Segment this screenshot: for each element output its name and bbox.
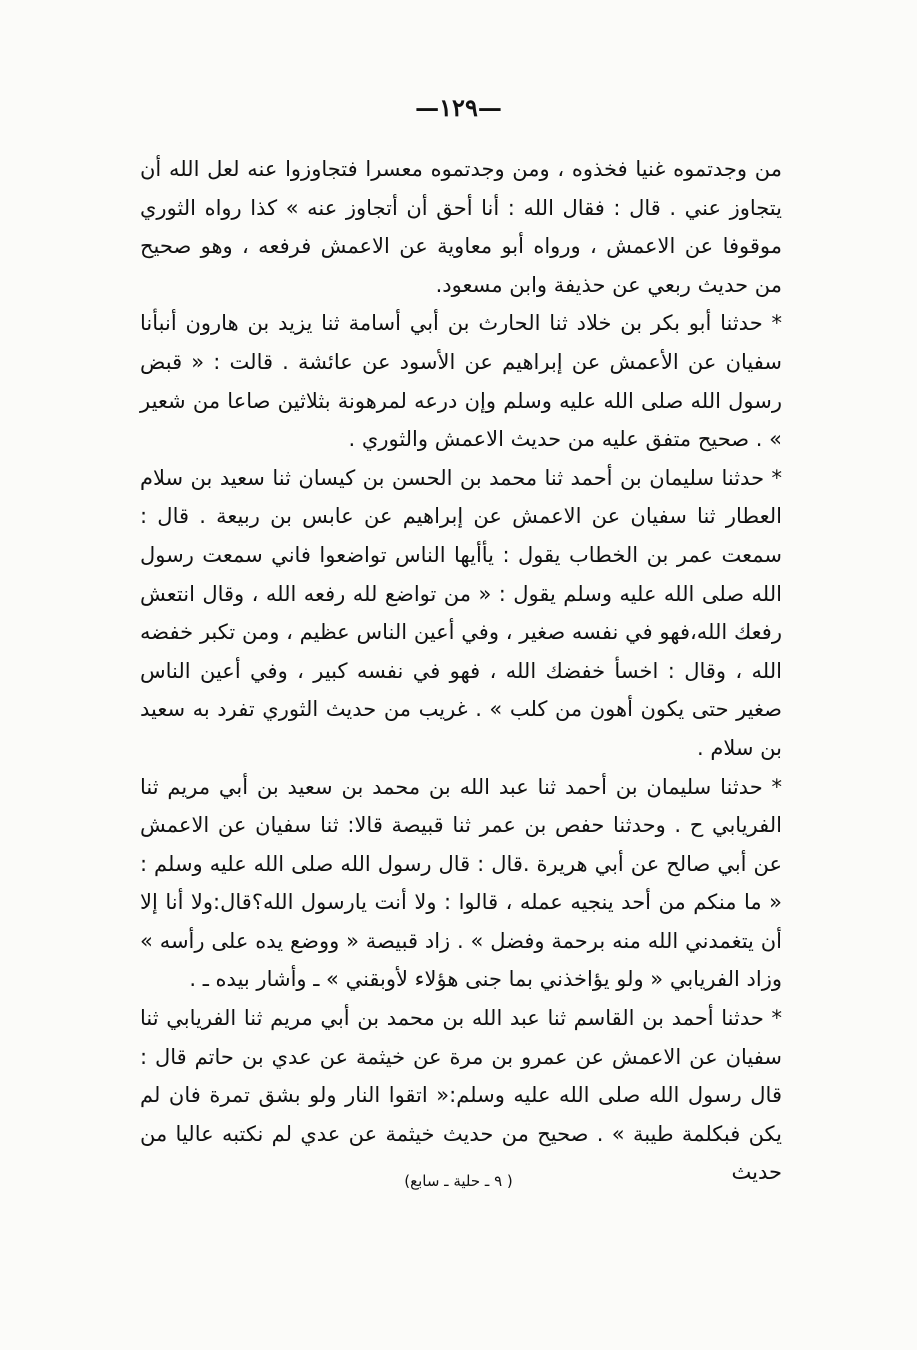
body-text [140,150,782,1192]
paragraph: * حدثنا أحمد بن القاسم ثنا عبد الله بن محمد بن أبي مريم ثنا الفريابي ثنا سفيان عن الاعمش عن عمرو بن مرة عن خيثمة عن عدي بن حاتم قال : قال رسول الله صلى الله عليه وسلم:« اتقوا النار ولو بشق تمرة فان لم يكن فبكلمة طيبة » . صحيح من حديث خيثمة عن عدي لم نكتبه عاليا من حديث [140,1006,782,1185]
paragraph: * حدثنا أبو بكر بن خلاد ثنا الحارث بن أبي أسامة ثنا يزيد بن هارون أنبأنا سفيان عن الأعمش عن إبراهيم عن الأسود عن عائشة . قالت : « قبض رسول الله صلى الله عليه وسلم وإن درعه لمرهونة بثلاثين صاعا من شعير » . صحيح متفق عليه من حديث الاعمش والثوري . [140,311,782,452]
signature-mark: ( ٩ ـ حلية ـ سابع) [404,1172,513,1190]
paragraph: من وجدتموه غنيا فخذوه ، ومن وجدتموه معسرا فتجاوزوا عنه لعل الله أن يتجاوز عني . قال : فقال الله : أنا أحق أن أتجاوز عنه » كذا رواه الثوري موقوفا عن الاعمش ، ورواه أبو معاوية عن الاعمش فرفعه ، وهو صحيح من حديث ربعي عن حذيفة وابن مسعود. [140,157,782,297]
paragraph: * حدثنا سليمان بن أحمد ثنا محمد بن الحسن بن كيسان ثنا سعيد بن سلام العطار ثنا سفيان عن الاعمش عن إبراهيم عن عابس بن ربيعة . قال : سمعت عمر بن الخطاب يقول : يأأيها الناس تواضعوا فاني سمعت رسول الله صلى الله عليه وسلم يقول : « من تواضع لله رفعه الله ، وقال انتعش رفعك الله،فهو في نفسه صغير ، وفي أعين الناس عظيم ، ومن تكبر خفضه الله ، وقال : اخسأ خفضك الله ، فهو في نفسه كبير ، وفي أعين الناس صغير حتى يكون أهون من كلب » . غريب من حديث الثوري تفرد به سعيد بن سلام . [140,465,782,760]
paragraph: * حدثنا سليمان بن أحمد ثنا عبد الله بن محمد بن سعيد بن أبي مريم ثنا الفريابي ح . وحدثنا حفص بن عمر ثنا قبيصة قالا: ثنا سفيان عن الاعمش عن أبي صالح عن أبي هريرة .قال : قال رسول الله صلى الله عليه وسلم : « ما منكم من أحد ينجيه عمله ، قالوا : ولا أنت يارسول الله؟قال:ولا أنا إلا أن يتغمدني الله منه برحمة وفضل » . زاد قبيصة « ووضع يده على رأسه » وزاد الفريابي « ولو يؤاخذني بما جنى هؤلاء لأوبقني » ـ وأشار بيده ـ . [140,774,782,992]
page-number: —١٢٩— [415,93,502,122]
